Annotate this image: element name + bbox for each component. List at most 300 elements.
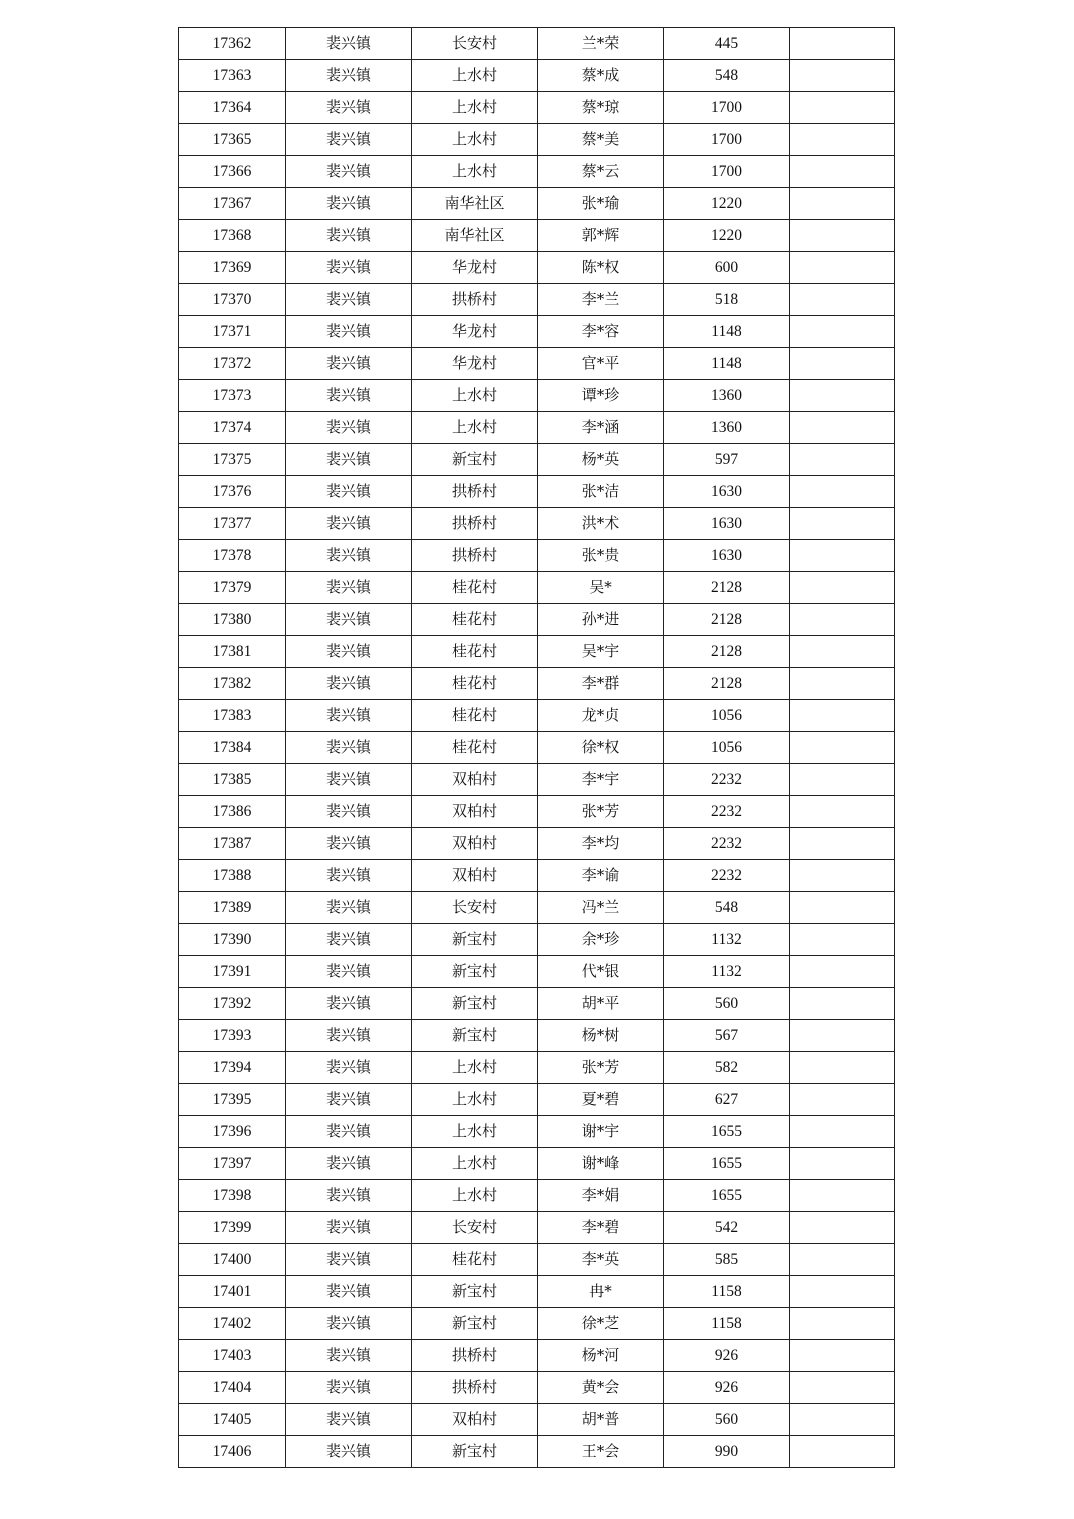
- cell-note: [790, 892, 895, 924]
- table-row: [179, 1020, 895, 1052]
- cell-town: 裴兴镇: [286, 348, 412, 380]
- cell-amount: 2232: [664, 860, 790, 892]
- cell-note: [790, 1244, 895, 1276]
- cell-id: 17368: [179, 220, 286, 252]
- cell-village: 上水村: [412, 60, 538, 92]
- cell-amount: 1655: [664, 1180, 790, 1212]
- cell-note: [790, 668, 895, 700]
- cell-note: [790, 1148, 895, 1180]
- table-row: [179, 956, 895, 988]
- cell-id: 17403: [179, 1340, 286, 1372]
- cell-name: 龙*贞: [538, 700, 664, 732]
- cell-village: 南华社区: [412, 220, 538, 252]
- cell-town: 裴兴镇: [286, 828, 412, 860]
- cell-id: 17370: [179, 284, 286, 316]
- cell-id: 17392: [179, 988, 286, 1020]
- cell-name: 谢*宇: [538, 1116, 664, 1148]
- cell-name: 李*谕: [538, 860, 664, 892]
- cell-village: 桂花村: [412, 1244, 538, 1276]
- cell-note: [790, 60, 895, 92]
- cell-id: 17383: [179, 700, 286, 732]
- cell-amount: 548: [664, 892, 790, 924]
- cell-id: 17366: [179, 156, 286, 188]
- cell-name: 蔡*云: [538, 156, 664, 188]
- table-row: [179, 1148, 895, 1180]
- cell-village: 桂花村: [412, 604, 538, 636]
- cell-name: 蔡*成: [538, 60, 664, 92]
- cell-note: [790, 924, 895, 956]
- cell-id: 17373: [179, 380, 286, 412]
- cell-amount: 582: [664, 1052, 790, 1084]
- table-row: [179, 156, 895, 188]
- cell-village: 双柏村: [412, 764, 538, 796]
- cell-amount: 1360: [664, 412, 790, 444]
- cell-note: [790, 988, 895, 1020]
- cell-note: [790, 860, 895, 892]
- cell-amount: 2232: [664, 828, 790, 860]
- cell-amount: 1700: [664, 156, 790, 188]
- table-row: [179, 892, 895, 924]
- cell-note: [790, 1276, 895, 1308]
- cell-village: 华龙村: [412, 348, 538, 380]
- cell-name: 李*兰: [538, 284, 664, 316]
- cell-id: 17384: [179, 732, 286, 764]
- cell-amount: 1158: [664, 1308, 790, 1340]
- cell-village: 上水村: [412, 1148, 538, 1180]
- cell-town: 裴兴镇: [286, 60, 412, 92]
- table-row: [179, 1244, 895, 1276]
- table-row: [179, 1276, 895, 1308]
- table-row: [179, 764, 895, 796]
- cell-note: [790, 1052, 895, 1084]
- cell-id: 17386: [179, 796, 286, 828]
- cell-amount: 2128: [664, 572, 790, 604]
- table-row: [179, 1116, 895, 1148]
- table-row: [179, 668, 895, 700]
- records-table: [178, 27, 895, 1468]
- cell-note: [790, 1340, 895, 1372]
- table-row: [179, 540, 895, 572]
- cell-name: 张*瑜: [538, 188, 664, 220]
- table-row: [179, 1404, 895, 1436]
- cell-village: 新宝村: [412, 444, 538, 476]
- cell-village: 长安村: [412, 1212, 538, 1244]
- cell-town: 裴兴镇: [286, 924, 412, 956]
- cell-town: 裴兴镇: [286, 156, 412, 188]
- table-row: [179, 1308, 895, 1340]
- cell-village: 双柏村: [412, 796, 538, 828]
- cell-village: 华龙村: [412, 252, 538, 284]
- table-row: [179, 924, 895, 956]
- cell-village: 新宝村: [412, 1436, 538, 1468]
- cell-town: 裴兴镇: [286, 1052, 412, 1084]
- cell-id: 17397: [179, 1148, 286, 1180]
- cell-note: [790, 540, 895, 572]
- cell-note: [790, 156, 895, 188]
- cell-village: 长安村: [412, 28, 538, 60]
- cell-name: 李*娟: [538, 1180, 664, 1212]
- cell-id: 17365: [179, 124, 286, 156]
- cell-note: [790, 1372, 895, 1404]
- cell-id: 17389: [179, 892, 286, 924]
- cell-town: 裴兴镇: [286, 444, 412, 476]
- cell-name: 蔡*琼: [538, 92, 664, 124]
- cell-amount: 1132: [664, 924, 790, 956]
- cell-name: 张*芳: [538, 796, 664, 828]
- cell-note: [790, 476, 895, 508]
- cell-id: 17362: [179, 28, 286, 60]
- cell-town: 裴兴镇: [286, 1308, 412, 1340]
- table-row: [179, 252, 895, 284]
- cell-id: 17388: [179, 860, 286, 892]
- cell-note: [790, 1020, 895, 1052]
- cell-village: 拱桥村: [412, 1340, 538, 1372]
- cell-id: 17381: [179, 636, 286, 668]
- cell-id: 17374: [179, 412, 286, 444]
- cell-name: 张*洁: [538, 476, 664, 508]
- cell-town: 裴兴镇: [286, 1244, 412, 1276]
- cell-note: [790, 380, 895, 412]
- cell-id: 17385: [179, 764, 286, 796]
- cell-town: 裴兴镇: [286, 1212, 412, 1244]
- cell-note: [790, 412, 895, 444]
- cell-name: 胡*普: [538, 1404, 664, 1436]
- table-row: [179, 508, 895, 540]
- cell-amount: 2128: [664, 636, 790, 668]
- cell-village: 上水村: [412, 380, 538, 412]
- cell-amount: 548: [664, 60, 790, 92]
- cell-town: 裴兴镇: [286, 540, 412, 572]
- cell-name: 官*平: [538, 348, 664, 380]
- table-row: [179, 220, 895, 252]
- cell-name: 代*银: [538, 956, 664, 988]
- cell-name: 李*均: [538, 828, 664, 860]
- cell-note: [790, 700, 895, 732]
- cell-town: 裴兴镇: [286, 636, 412, 668]
- cell-amount: 1148: [664, 316, 790, 348]
- cell-village: 双柏村: [412, 1404, 538, 1436]
- cell-village: 拱桥村: [412, 284, 538, 316]
- cell-note: [790, 828, 895, 860]
- cell-name: 杨*树: [538, 1020, 664, 1052]
- cell-amount: 1158: [664, 1276, 790, 1308]
- cell-id: 17398: [179, 1180, 286, 1212]
- cell-id: 17405: [179, 1404, 286, 1436]
- cell-name: 杨*英: [538, 444, 664, 476]
- cell-town: 裴兴镇: [286, 700, 412, 732]
- cell-note: [790, 1308, 895, 1340]
- cell-town: 裴兴镇: [286, 956, 412, 988]
- cell-amount: 2232: [664, 796, 790, 828]
- table-row: [179, 796, 895, 828]
- cell-town: 裴兴镇: [286, 124, 412, 156]
- cell-id: 17372: [179, 348, 286, 380]
- cell-name: 张*芳: [538, 1052, 664, 1084]
- cell-amount: 560: [664, 1404, 790, 1436]
- cell-village: 上水村: [412, 124, 538, 156]
- cell-amount: 2232: [664, 764, 790, 796]
- cell-village: 华龙村: [412, 316, 538, 348]
- records-table-body: [179, 28, 895, 1468]
- cell-id: 17400: [179, 1244, 286, 1276]
- cell-note: [790, 1404, 895, 1436]
- cell-id: 17387: [179, 828, 286, 860]
- cell-village: 双柏村: [412, 828, 538, 860]
- cell-village: 新宝村: [412, 988, 538, 1020]
- cell-note: [790, 1084, 895, 1116]
- cell-amount: 567: [664, 1020, 790, 1052]
- table-row: [179, 860, 895, 892]
- cell-note: [790, 188, 895, 220]
- table-row: [179, 604, 895, 636]
- cell-village: 拱桥村: [412, 1372, 538, 1404]
- cell-village: 新宝村: [412, 1276, 538, 1308]
- cell-town: 裴兴镇: [286, 316, 412, 348]
- cell-name: 张*贵: [538, 540, 664, 572]
- cell-amount: 1655: [664, 1116, 790, 1148]
- cell-name: 孙*进: [538, 604, 664, 636]
- cell-village: 上水村: [412, 92, 538, 124]
- cell-amount: 2128: [664, 668, 790, 700]
- cell-name: 徐*芝: [538, 1308, 664, 1340]
- cell-note: [790, 1116, 895, 1148]
- cell-name: 余*珍: [538, 924, 664, 956]
- table-row: [179, 28, 895, 60]
- cell-town: 裴兴镇: [286, 732, 412, 764]
- cell-town: 裴兴镇: [286, 92, 412, 124]
- cell-name: 徐*权: [538, 732, 664, 764]
- cell-id: 17391: [179, 956, 286, 988]
- table-row: [179, 1180, 895, 1212]
- cell-amount: 2128: [664, 604, 790, 636]
- table-row: [179, 380, 895, 412]
- table-row: [179, 284, 895, 316]
- cell-town: 裴兴镇: [286, 252, 412, 284]
- cell-amount: 597: [664, 444, 790, 476]
- cell-name: 胡*平: [538, 988, 664, 1020]
- cell-amount: 1655: [664, 1148, 790, 1180]
- table-row: [179, 828, 895, 860]
- cell-note: [790, 444, 895, 476]
- cell-name: 兰*荣: [538, 28, 664, 60]
- table-row: [179, 444, 895, 476]
- cell-name: 吴*: [538, 572, 664, 604]
- cell-village: 新宝村: [412, 956, 538, 988]
- cell-name: 李*容: [538, 316, 664, 348]
- table-row: [179, 124, 895, 156]
- cell-amount: 926: [664, 1340, 790, 1372]
- cell-village: 上水村: [412, 1180, 538, 1212]
- cell-amount: 600: [664, 252, 790, 284]
- cell-town: 裴兴镇: [286, 220, 412, 252]
- table-row: [179, 92, 895, 124]
- cell-note: [790, 124, 895, 156]
- cell-id: 17401: [179, 1276, 286, 1308]
- cell-town: 裴兴镇: [286, 860, 412, 892]
- cell-name: 蔡*美: [538, 124, 664, 156]
- table-row: [179, 636, 895, 668]
- table-row: [179, 348, 895, 380]
- cell-id: 17376: [179, 476, 286, 508]
- cell-id: 17380: [179, 604, 286, 636]
- table-row: [179, 188, 895, 220]
- cell-name: 王*会: [538, 1436, 664, 1468]
- cell-name: 洪*术: [538, 508, 664, 540]
- cell-village: 上水村: [412, 1052, 538, 1084]
- cell-note: [790, 28, 895, 60]
- cell-amount: 1630: [664, 540, 790, 572]
- cell-note: [790, 508, 895, 540]
- cell-village: 桂花村: [412, 572, 538, 604]
- cell-amount: 990: [664, 1436, 790, 1468]
- cell-town: 裴兴镇: [286, 380, 412, 412]
- cell-amount: 585: [664, 1244, 790, 1276]
- table-row: [179, 700, 895, 732]
- cell-note: [790, 732, 895, 764]
- cell-town: 裴兴镇: [286, 1372, 412, 1404]
- table-row: [179, 1372, 895, 1404]
- cell-amount: 1220: [664, 220, 790, 252]
- table-row: [179, 412, 895, 444]
- table-row: [179, 1052, 895, 1084]
- cell-id: 17390: [179, 924, 286, 956]
- cell-town: 裴兴镇: [286, 572, 412, 604]
- cell-name: 李*涵: [538, 412, 664, 444]
- cell-town: 裴兴镇: [286, 796, 412, 828]
- cell-village: 双柏村: [412, 860, 538, 892]
- cell-id: 17369: [179, 252, 286, 284]
- cell-village: 上水村: [412, 156, 538, 188]
- cell-amount: 1700: [664, 92, 790, 124]
- table-row: [179, 1436, 895, 1468]
- cell-town: 裴兴镇: [286, 1436, 412, 1468]
- cell-town: 裴兴镇: [286, 988, 412, 1020]
- cell-village: 拱桥村: [412, 476, 538, 508]
- cell-name: 李*宇: [538, 764, 664, 796]
- cell-note: [790, 284, 895, 316]
- cell-amount: 1220: [664, 188, 790, 220]
- cell-name: 冯*兰: [538, 892, 664, 924]
- cell-note: [790, 956, 895, 988]
- cell-name: 陈*权: [538, 252, 664, 284]
- cell-id: 17393: [179, 1020, 286, 1052]
- cell-note: [790, 1436, 895, 1468]
- cell-village: 桂花村: [412, 636, 538, 668]
- cell-name: 吴*宇: [538, 636, 664, 668]
- cell-amount: 1148: [664, 348, 790, 380]
- cell-id: 17378: [179, 540, 286, 572]
- cell-village: 桂花村: [412, 700, 538, 732]
- cell-note: [790, 796, 895, 828]
- cell-town: 裴兴镇: [286, 476, 412, 508]
- cell-village: 新宝村: [412, 924, 538, 956]
- cell-note: [790, 764, 895, 796]
- cell-note: [790, 604, 895, 636]
- cell-id: 17371: [179, 316, 286, 348]
- cell-note: [790, 348, 895, 380]
- cell-name: 黄*会: [538, 1372, 664, 1404]
- cell-note: [790, 572, 895, 604]
- cell-id: 17363: [179, 60, 286, 92]
- cell-village: 上水村: [412, 1116, 538, 1148]
- cell-amount: 1700: [664, 124, 790, 156]
- cell-amount: 627: [664, 1084, 790, 1116]
- cell-id: 17367: [179, 188, 286, 220]
- cell-note: [790, 1212, 895, 1244]
- cell-amount: 1630: [664, 508, 790, 540]
- cell-town: 裴兴镇: [286, 668, 412, 700]
- cell-village: 桂花村: [412, 732, 538, 764]
- cell-note: [790, 636, 895, 668]
- cell-note: [790, 252, 895, 284]
- cell-id: 17382: [179, 668, 286, 700]
- cell-id: 17375: [179, 444, 286, 476]
- cell-town: 裴兴镇: [286, 412, 412, 444]
- cell-name: 李*群: [538, 668, 664, 700]
- cell-town: 裴兴镇: [286, 1404, 412, 1436]
- cell-id: 17377: [179, 508, 286, 540]
- cell-village: 长安村: [412, 892, 538, 924]
- cell-name: 李*碧: [538, 1212, 664, 1244]
- cell-village: 新宝村: [412, 1020, 538, 1052]
- cell-note: [790, 220, 895, 252]
- cell-town: 裴兴镇: [286, 604, 412, 636]
- cell-village: 拱桥村: [412, 540, 538, 572]
- cell-amount: 518: [664, 284, 790, 316]
- cell-village: 新宝村: [412, 1308, 538, 1340]
- cell-id: 17394: [179, 1052, 286, 1084]
- cell-town: 裴兴镇: [286, 188, 412, 220]
- table-row: [179, 476, 895, 508]
- table-row: [179, 1212, 895, 1244]
- cell-amount: 1360: [664, 380, 790, 412]
- cell-town: 裴兴镇: [286, 1276, 412, 1308]
- table-row: [179, 1084, 895, 1116]
- cell-name: 谭*珍: [538, 380, 664, 412]
- cell-town: 裴兴镇: [286, 1084, 412, 1116]
- cell-amount: 1630: [664, 476, 790, 508]
- cell-name: 郭*辉: [538, 220, 664, 252]
- cell-id: 17379: [179, 572, 286, 604]
- cell-note: [790, 316, 895, 348]
- cell-village: 拱桥村: [412, 508, 538, 540]
- cell-name: 李*英: [538, 1244, 664, 1276]
- cell-name: 谢*峰: [538, 1148, 664, 1180]
- cell-id: 17404: [179, 1372, 286, 1404]
- table-row: [179, 572, 895, 604]
- cell-amount: 1056: [664, 700, 790, 732]
- cell-village: 上水村: [412, 1084, 538, 1116]
- cell-id: 17406: [179, 1436, 286, 1468]
- cell-amount: 926: [664, 1372, 790, 1404]
- cell-village: 上水村: [412, 412, 538, 444]
- cell-amount: 542: [664, 1212, 790, 1244]
- cell-town: 裴兴镇: [286, 1148, 412, 1180]
- cell-town: 裴兴镇: [286, 1180, 412, 1212]
- cell-note: [790, 1180, 895, 1212]
- table-row: [179, 60, 895, 92]
- cell-amount: 1056: [664, 732, 790, 764]
- cell-village: 南华社区: [412, 188, 538, 220]
- cell-amount: 560: [664, 988, 790, 1020]
- cell-id: 17399: [179, 1212, 286, 1244]
- cell-name: 夏*碧: [538, 1084, 664, 1116]
- table-row: [179, 732, 895, 764]
- cell-town: 裴兴镇: [286, 764, 412, 796]
- cell-id: 17395: [179, 1084, 286, 1116]
- cell-note: [790, 92, 895, 124]
- cell-town: 裴兴镇: [286, 1340, 412, 1372]
